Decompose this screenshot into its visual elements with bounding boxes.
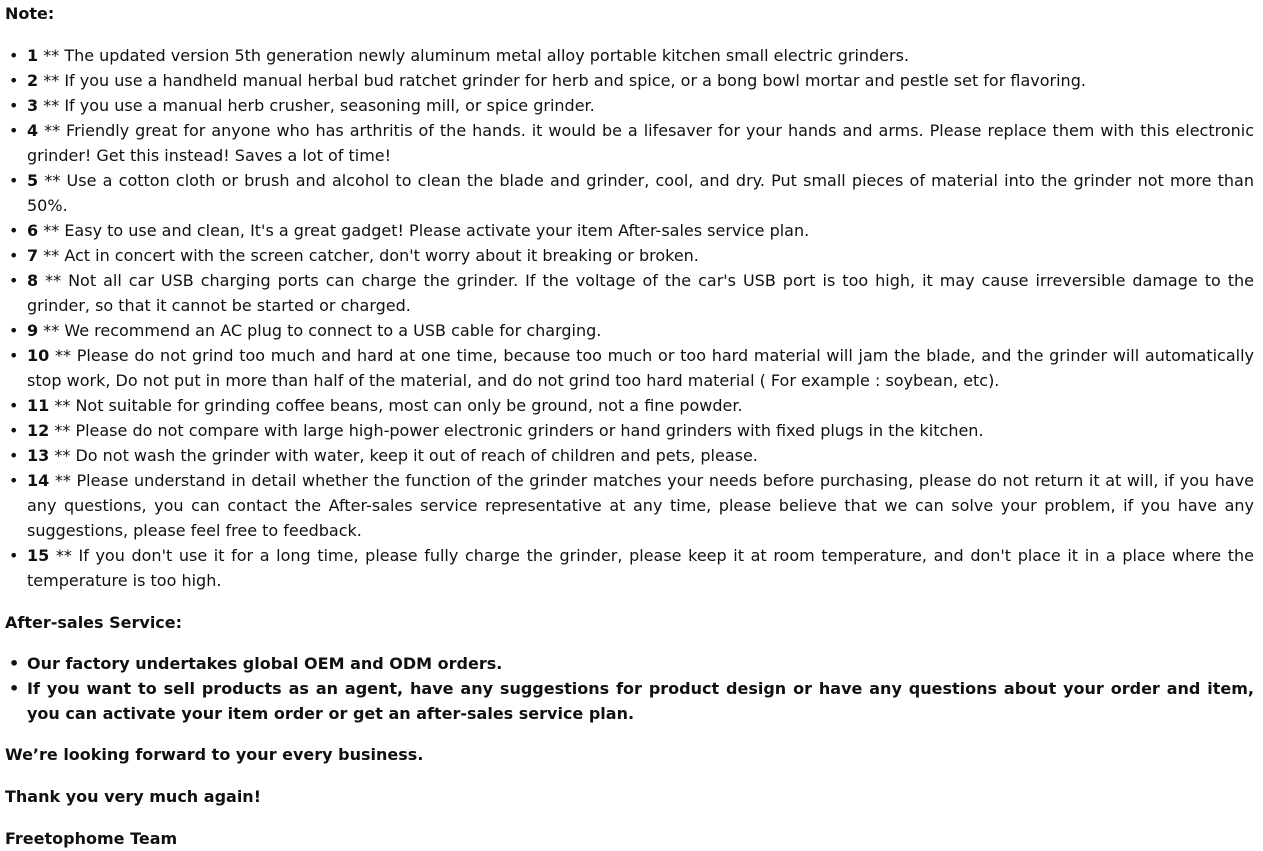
item-text: ** If you use a handheld manual herbal bud ratchet grinder for herb and spice, or a bong bowl mortar and pestle set for flavoring. [38, 71, 1086, 90]
item-text: ** Please do not grind too much and hard at one time, because too much or too hard material will jam the blade, and the grinder will automatically stop work, Do not put in more than half of the material, and do not grind too hard material ( For example : soybean, etc). [27, 346, 1254, 390]
list-item [27, 168, 1254, 218]
item-number: 13 [27, 446, 50, 465]
closing-forward: We’re looking forward to your every business. [5, 745, 424, 764]
list-item [27, 268, 1254, 318]
list-item [27, 443, 1254, 468]
list-item [27, 93, 1254, 118]
list-item [27, 43, 1254, 68]
list-item [27, 543, 1254, 593]
item-number: 5 [27, 171, 39, 190]
item-number: 9 [27, 321, 39, 340]
service-list [5, 651, 1254, 726]
item-text: ** Please do not compare with large high-power electronic grinders or hand grinders with fixed plugs in the kitchen. [49, 421, 984, 440]
item-text: ** Not suitable for grinding coffee beans, most can only be ground, not a fine powder. [49, 396, 743, 415]
list-item [27, 393, 1254, 418]
service-heading: After-sales Service: [5, 613, 183, 632]
list-item [27, 343, 1254, 393]
item-number: 1 [27, 46, 39, 65]
list-item [27, 243, 1254, 268]
item-number: 14 [27, 471, 50, 490]
list-item: • Our factory undertakes global OEM and ODM orders. [27, 651, 1254, 676]
item-text: ** Please understand in detail whether the function of the grinder matches your needs before purchasing, please do not return it at will, if you have any questions, you can contact the After-sales service representative at any time, please believe that we can solve your problem, if you have any suggestions, please feel free to feedback. [27, 471, 1254, 540]
list-item [27, 68, 1254, 93]
list-item [27, 468, 1254, 543]
list-item [27, 418, 1254, 443]
item-number: 3 [27, 96, 39, 115]
item-text: ** Friendly great for anyone who has arthritis of the hands. it would be a lifesaver for your hands and arms. Please replace them with this electronic grinder! Get this instead! Saves a lot of time! [27, 121, 1254, 165]
item-number: 11 [27, 396, 50, 415]
item-number: 10 [27, 346, 50, 365]
list-item [27, 218, 1254, 243]
item-text: ** Do not wash the grinder with water, keep it out of reach of children and pets, please. [49, 446, 758, 465]
item-number: 7 [27, 246, 39, 265]
item-text: ** Use a cotton cloth or brush and alcohol to clean the blade and grinder, cool, and dry. Put small pieces of material into the grinder not more than 50%. [27, 171, 1254, 215]
item-number: 8 [27, 271, 39, 290]
item-number: 15 [27, 546, 50, 565]
item-number: 12 [27, 421, 50, 440]
list-item [27, 318, 1254, 343]
list-item [27, 118, 1254, 168]
item-text: ** We recommend an AC plug to connect to a USB cable for charging. [38, 321, 602, 340]
item-number: 4 [27, 121, 39, 140]
item-text: ** If you use a manual herb crusher, seasoning mill, or spice grinder. [38, 96, 595, 115]
note-heading: Note: [5, 4, 55, 23]
product-description [0, 1, 1263, 851]
closing-thanks: Thank you very much again! [5, 787, 261, 806]
item-text: ** Not all car USB charging ports can charge the grinder. If the voltage of the car's USB port is too high, it may cause irreversible damage to the grinder, so that it cannot be started or charged. [27, 271, 1254, 315]
item-text: ** The updated version 5th generation newly aluminum metal alloy portable kitchen small electric grinders. [38, 46, 910, 65]
item-text: ** Act in concert with the screen catcher, don't worry about it breaking or broken. [38, 246, 699, 265]
signature-team: Freetophome Team [5, 829, 178, 848]
note-list [5, 43, 1254, 593]
item-text: ** If you don't use it for a long time, please fully charge the grinder, please keep it at room temperature, and don't place it in a place where the temperature is too high. [27, 546, 1254, 590]
item-number: 2 [27, 71, 39, 90]
item-number: 6 [27, 221, 39, 240]
item-text: ** Easy to use and clean, It's a great gadget! Please activate your item After-sales service plan. [38, 221, 810, 240]
list-item: • If you want to sell products as an agent, have any suggestions for product design or have any questions about your order and item, you can activate your item order or get an after-sales service plan. [27, 676, 1254, 726]
